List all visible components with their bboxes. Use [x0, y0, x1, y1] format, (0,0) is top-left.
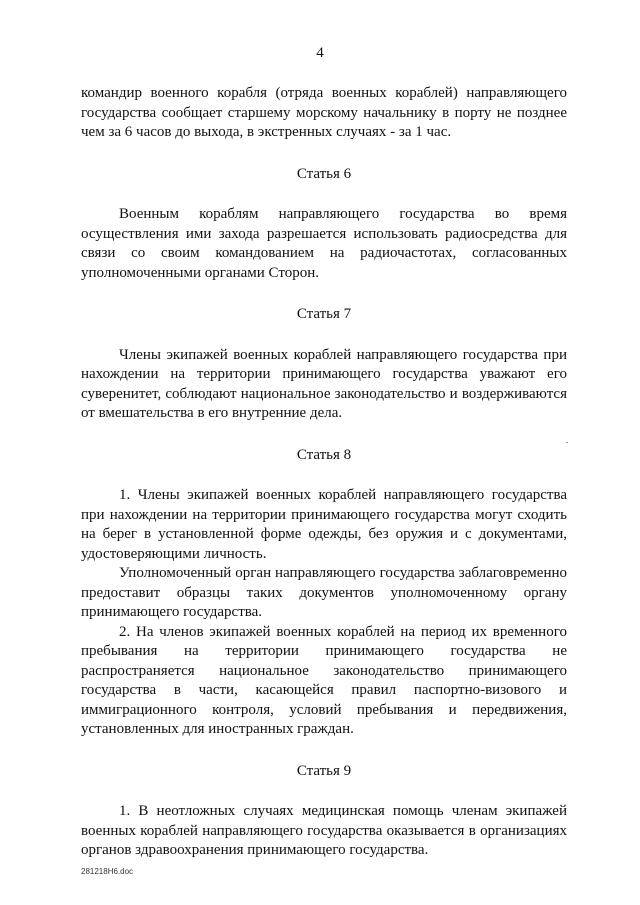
- paragraph: 1. Члены экипажей военных кораблей направляющего государства при нахождении на территории принимающего государства могут сходить на берег в установленной форме одежды, без оружия и с документами, удостоверяющими личность.: [81, 487, 567, 562]
- paragraph: Уполномоченный орган направляющего государства заблаговременно предоставит образцы таких документов уполномоченному органу принимающего государства.: [81, 565, 567, 620]
- paragraph: командир военного корабля (отряда военных кораблей) направляющего государства сообщает старшему морскому начальнику в порту не позднее чем за 6 часов до выхода, в экстренных случаях - за 1 час.: [81, 85, 567, 140]
- paragraph: 2. На членов экипажей военных кораблей на период их временного пребывания на территории принимающего государства не распространяется национальное законодательство принимающего государства в части, касающейся правил паспортно-визового и иммиграционного контроля, условий пребывания и передвижения, установленных для иностранных граждан.: [81, 623, 567, 737]
- scan-dot: [566, 442, 568, 443]
- article-heading: Статья 7: [296, 306, 352, 322]
- paragraph: 1. В неотложных случаях медицинская помощь членам экипажей военных кораблей направляющего государства оказывается в организациях органов здравоохранения принимающего государства.: [81, 803, 567, 858]
- article-heading: Статья 6: [296, 165, 352, 182]
- document-body: [81, 84, 567, 861]
- page-number: 4: [316, 45, 324, 61]
- article-heading: Статья 8: [296, 446, 352, 463]
- document-footer: 281218Н6.doc: [81, 867, 134, 876]
- paragraph: Члены экипажей военных кораблей направляющего государства при нахождении на территории принимающего государства уважают его суверенитет, соблюдают национальное законодательство и воздерживаются от вмешательства в его внутренние дела.: [81, 346, 567, 421]
- paragraph: Военным кораблям направляющего государства во время осуществления ими захода разрешается использовать радиосредства для связи со своим командованием на радиочастотах, согласованных уполномоченными органами Сторон.: [81, 206, 567, 281]
- article-heading: Статья 9: [296, 762, 352, 779]
